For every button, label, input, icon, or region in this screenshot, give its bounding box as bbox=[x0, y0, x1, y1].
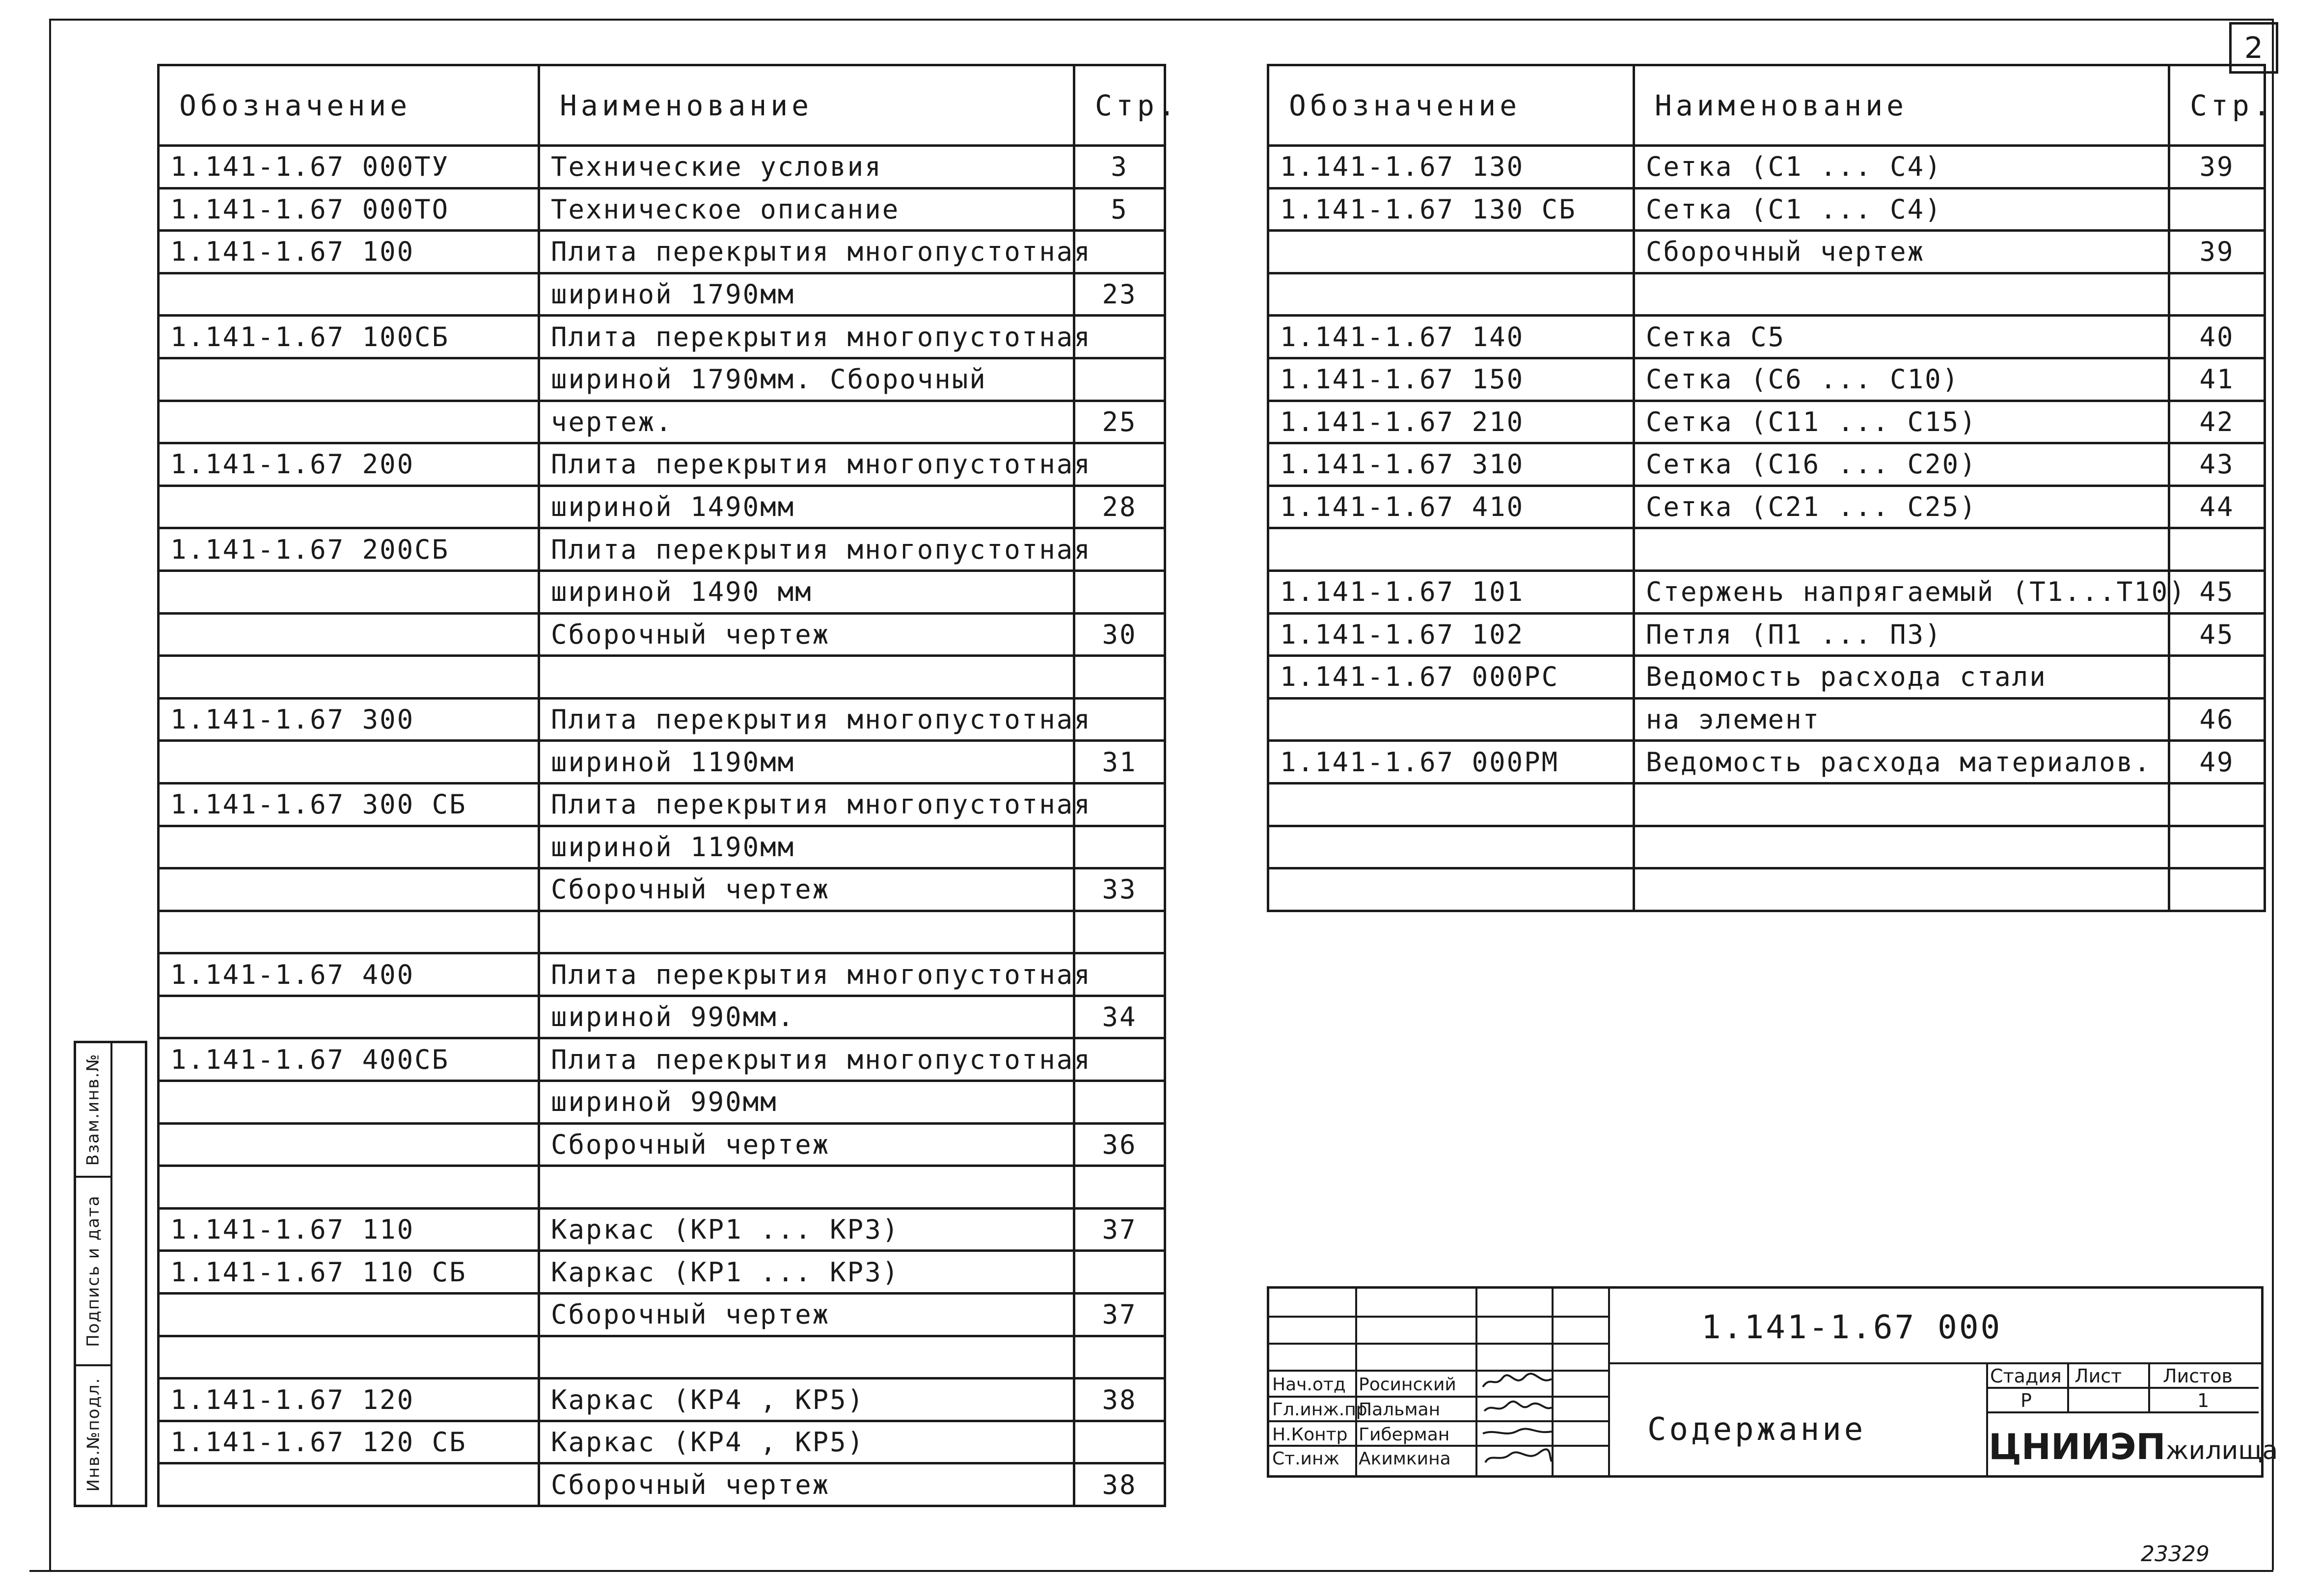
page-cell bbox=[1074, 1166, 1165, 1209]
page-header: Стр. bbox=[1074, 65, 1165, 146]
designation-cell bbox=[159, 656, 539, 699]
table-row bbox=[159, 358, 1165, 401]
frame-left-line bbox=[49, 19, 51, 1570]
name-cell: Плита перекрытия многопустотная bbox=[539, 953, 1074, 996]
designation-cell bbox=[1268, 273, 1634, 316]
name-cell bbox=[1634, 868, 2169, 911]
signature-grid bbox=[1269, 1289, 1608, 1475]
designation-cell: 1.141-1.67 000РС bbox=[1268, 656, 1634, 699]
name-cell: Каркас (КР1 ... КР3) bbox=[539, 1208, 1074, 1251]
designation-cell: 1.141-1.67 120 СБ bbox=[159, 1421, 539, 1463]
page-cell bbox=[2169, 656, 2265, 699]
sheets-value: 1 bbox=[2197, 1390, 2210, 1411]
name-cell: шириной 1490мм bbox=[539, 486, 1074, 528]
name-cell: шириной 1790мм bbox=[539, 273, 1074, 316]
name-cell: Плита перекрытия многопустотная bbox=[539, 443, 1074, 486]
designation-cell: 1.141-1.67 200СБ bbox=[159, 528, 539, 571]
name-cell: Техническое описание bbox=[539, 188, 1074, 231]
page-cell bbox=[1074, 826, 1165, 868]
designation-cell: 1.141-1.67 150 bbox=[1268, 358, 1634, 401]
designation-cell: 1.141-1.67 300 bbox=[159, 698, 539, 741]
page-cell: 3 bbox=[1074, 146, 1165, 189]
table-header-row bbox=[159, 65, 1165, 146]
organization: ЦНИИЭПжилища bbox=[1989, 1426, 2278, 1467]
name-cell: Петля (П1 ... П3) bbox=[1634, 613, 2169, 656]
designation-cell: 1.141-1.67 130 СБ bbox=[1268, 188, 1634, 231]
designation-cell: 1.141-1.67 100СБ bbox=[159, 316, 539, 358]
role-label: Нач.отд bbox=[1272, 1375, 1346, 1395]
name-cell: Плита перекрытия многопустотная bbox=[539, 528, 1074, 571]
frame-bottom-line bbox=[29, 1570, 2273, 1572]
name-cell: Плита перекрытия многопустотная bbox=[539, 698, 1074, 741]
sheets-label: Листов bbox=[2163, 1365, 2233, 1387]
page-cell: 40 bbox=[2169, 316, 2265, 358]
sidebar-divider bbox=[110, 1043, 112, 1505]
page-cell bbox=[1074, 656, 1165, 699]
page-cell: 45 bbox=[2169, 613, 2265, 656]
name-cell: Сетка (С21 ... С25) bbox=[1634, 486, 2169, 528]
name-cell bbox=[1634, 528, 2169, 571]
name-cell: Сборочный чертеж bbox=[1634, 231, 2169, 273]
designation-cell: 1.141-1.67 100 bbox=[159, 231, 539, 273]
designation-cell bbox=[159, 741, 539, 784]
signature-icon bbox=[1480, 1373, 1554, 1391]
page-cell: 38 bbox=[1074, 1379, 1165, 1421]
name-header: Наименование bbox=[539, 65, 1074, 146]
signer-name: Пальман bbox=[1359, 1400, 1441, 1420]
signature-icon bbox=[1480, 1399, 1554, 1416]
name-cell: Сетка (С16 ... С20) bbox=[1634, 443, 2169, 486]
signer-name: Акимкина bbox=[1359, 1449, 1451, 1469]
table-row bbox=[159, 1336, 1165, 1379]
name-cell: шириной 1490 мм bbox=[539, 570, 1074, 613]
page-cell bbox=[1074, 358, 1165, 401]
page-cell bbox=[2169, 826, 2265, 868]
sidebar-vzam-inv: Взам.инв.№ bbox=[76, 1043, 110, 1178]
table-row bbox=[159, 1251, 1165, 1294]
table-row bbox=[1268, 698, 2265, 741]
designation-cell bbox=[159, 613, 539, 656]
page-cell bbox=[1074, 1081, 1165, 1124]
sheet-label: Лист bbox=[2074, 1365, 2122, 1387]
designation-cell bbox=[159, 1081, 539, 1124]
designation-cell bbox=[159, 1294, 539, 1336]
name-cell: Каркас (КР4 , КР5) bbox=[539, 1379, 1074, 1421]
designation-cell bbox=[1268, 826, 1634, 868]
name-cell: Плита перекрытия многопустотная bbox=[539, 783, 1074, 826]
page-cell: 31 bbox=[1074, 741, 1165, 784]
name-cell: на элемент bbox=[1634, 698, 2169, 741]
name-cell: шириной 1190мм bbox=[539, 826, 1074, 868]
name-cell: чертеж. bbox=[539, 401, 1074, 443]
role-label: Н.Контр bbox=[1272, 1425, 1348, 1445]
page-cell: 28 bbox=[1074, 486, 1165, 528]
table-row bbox=[1268, 316, 2265, 358]
name-cell bbox=[539, 1336, 1074, 1379]
table-row bbox=[1268, 868, 2265, 911]
page-cell: 43 bbox=[2169, 443, 2265, 486]
frame-top-line bbox=[49, 19, 2273, 21]
name-cell: Плита перекрытия многопустотная bbox=[539, 316, 1074, 358]
table-row bbox=[1268, 231, 2265, 273]
table-row bbox=[159, 146, 1165, 189]
table-row bbox=[1268, 613, 2265, 656]
sheet-number: 2 bbox=[2229, 22, 2278, 74]
table-row bbox=[1268, 741, 2265, 784]
designation-cell: 1.141-1.67 200 bbox=[159, 443, 539, 486]
designation-cell bbox=[159, 486, 539, 528]
table-row bbox=[1268, 570, 2265, 613]
contents-table-right bbox=[1267, 64, 2274, 912]
name-cell: Сетка С5 bbox=[1634, 316, 2169, 358]
table-row bbox=[1268, 528, 2265, 571]
signature-icon bbox=[1480, 1448, 1554, 1465]
page-cell bbox=[2169, 868, 2265, 911]
stage-value: Р bbox=[2020, 1390, 2032, 1411]
table-row bbox=[159, 401, 1165, 443]
designation-cell: 1.141-1.67 400 bbox=[159, 953, 539, 996]
page-header: Стр. bbox=[2169, 65, 2265, 146]
table-row bbox=[159, 1421, 1165, 1463]
page-cell bbox=[2169, 273, 2265, 316]
page-cell bbox=[1074, 1421, 1165, 1463]
table-row bbox=[159, 1123, 1165, 1166]
page-cell bbox=[1074, 1336, 1165, 1379]
table-row bbox=[1268, 443, 2265, 486]
table-row bbox=[159, 741, 1165, 784]
designation-cell bbox=[1268, 868, 1634, 911]
designation-cell: 1.141-1.67 120 bbox=[159, 1379, 539, 1421]
name-cell bbox=[539, 911, 1074, 953]
name-cell: Сетка (С1 ... С4) bbox=[1634, 188, 2169, 231]
designation-cell: 1.141-1.67 110 СБ bbox=[159, 1251, 539, 1294]
name-cell bbox=[1634, 826, 2169, 868]
page-cell bbox=[2169, 188, 2265, 231]
table-row bbox=[1268, 358, 2265, 401]
designation-cell bbox=[159, 1463, 539, 1506]
name-cell: Ведомость расхода материалов. bbox=[1634, 741, 2169, 784]
name-cell: Сборочный чертеж bbox=[539, 613, 1074, 656]
role-label: Гл.инж.пр bbox=[1272, 1400, 1367, 1420]
designation-cell: 1.141-1.67 210 bbox=[1268, 401, 1634, 443]
name-cell: шириной 990мм. bbox=[539, 996, 1074, 1038]
table-row bbox=[159, 656, 1165, 699]
designation-cell bbox=[1268, 698, 1634, 741]
page-cell: 5 bbox=[1074, 188, 1165, 231]
page-cell: 34 bbox=[1074, 996, 1165, 1038]
table-row bbox=[1268, 783, 2265, 826]
name-cell bbox=[539, 656, 1074, 699]
table-row bbox=[159, 783, 1165, 826]
page-cell: 37 bbox=[1074, 1208, 1165, 1251]
name-header: Наименование bbox=[1634, 65, 2169, 146]
title-block bbox=[1267, 1286, 2278, 1478]
table-row bbox=[1268, 146, 2265, 189]
name-cell: Стержень напрягаемый (Т1...Т10) bbox=[1634, 570, 2169, 613]
name-cell: Каркас (КР1 ... КР3) bbox=[539, 1251, 1074, 1294]
table-row bbox=[1268, 826, 2265, 868]
page-cell: 39 bbox=[2169, 231, 2265, 273]
designation-cell: 1.141-1.67 400СБ bbox=[159, 1038, 539, 1081]
table-row bbox=[159, 1208, 1165, 1251]
sidebar-podpis-data: Подпись и дата bbox=[76, 1178, 110, 1366]
designation-cell bbox=[159, 868, 539, 911]
designation-header: Обозначение bbox=[1268, 65, 1634, 146]
table-row bbox=[159, 570, 1165, 613]
designation-cell bbox=[159, 273, 539, 316]
designation-cell: 1.141-1.67 140 bbox=[1268, 316, 1634, 358]
table-row bbox=[159, 826, 1165, 868]
name-cell: Технические условия bbox=[539, 146, 1074, 189]
table-header-row bbox=[1268, 65, 2265, 146]
table-row bbox=[159, 316, 1165, 358]
designation-cell bbox=[159, 1123, 539, 1166]
designation-cell bbox=[159, 996, 539, 1038]
name-cell bbox=[1634, 273, 2169, 316]
designation-cell bbox=[1268, 783, 1634, 826]
name-cell bbox=[539, 1166, 1074, 1209]
name-cell: Сетка (С11 ... С15) bbox=[1634, 401, 2169, 443]
designation-cell: 1.141-1.67 101 bbox=[1268, 570, 1634, 613]
name-cell: шириной 1790мм. Сборочный bbox=[539, 358, 1074, 401]
page-cell bbox=[1074, 570, 1165, 613]
document-title: Содержание bbox=[1647, 1411, 1866, 1448]
page-cell: 23 bbox=[1074, 273, 1165, 316]
signer-name: Росинский bbox=[1359, 1375, 1456, 1395]
name-cell: Плита перекрытия многопустотная bbox=[539, 1038, 1074, 1081]
name-cell: шириной 990мм bbox=[539, 1081, 1074, 1124]
name-cell: шириной 1190мм bbox=[539, 741, 1074, 784]
table-row bbox=[159, 273, 1165, 316]
table-row bbox=[159, 1166, 1165, 1209]
designation-cell bbox=[1268, 528, 1634, 571]
name-cell: Сборочный чертеж bbox=[539, 1294, 1074, 1336]
page-cell: 37 bbox=[1074, 1294, 1165, 1336]
page-cell: 25 bbox=[1074, 401, 1165, 443]
table-row bbox=[159, 868, 1165, 911]
table-row bbox=[159, 1038, 1165, 1081]
name-cell: Сетка (С1 ... С4) bbox=[1634, 146, 2169, 189]
designation-cell bbox=[159, 1336, 539, 1379]
designation-cell: 1.141-1.67 300 СБ bbox=[159, 783, 539, 826]
name-cell: Каркас (КР4 , КР5) bbox=[539, 1421, 1074, 1463]
table-row bbox=[1268, 656, 2265, 699]
name-cell: Ведомость расхода стали bbox=[1634, 656, 2169, 699]
designation-cell: 1.141-1.67 102 bbox=[1268, 613, 1634, 656]
designation-header: Обозначение bbox=[159, 65, 539, 146]
table-row bbox=[159, 1081, 1165, 1124]
name-cell: Сборочный чертеж bbox=[539, 1463, 1074, 1506]
designation-cell bbox=[159, 911, 539, 953]
role-label: Ст.инж bbox=[1272, 1449, 1339, 1469]
designation-cell bbox=[159, 401, 539, 443]
page-cell: 36 bbox=[1074, 1123, 1165, 1166]
sidebar-stamp bbox=[74, 1041, 147, 1507]
designation-cell bbox=[159, 358, 539, 401]
name-cell: Плита перекрытия многопустотная bbox=[539, 231, 1074, 273]
page-cell: 49 bbox=[2169, 741, 2265, 784]
name-cell: Сборочный чертеж bbox=[539, 868, 1074, 911]
page-cell: 42 bbox=[2169, 401, 2265, 443]
table-row bbox=[159, 953, 1165, 996]
table-row bbox=[159, 486, 1165, 528]
page-cell: 33 bbox=[1074, 868, 1165, 911]
table-row bbox=[159, 231, 1165, 273]
designation-cell bbox=[1268, 231, 1634, 273]
frame-right-line bbox=[2272, 19, 2274, 1570]
designation-cell: 1.141-1.67 310 bbox=[1268, 443, 1634, 486]
name-cell: Сборочный чертеж bbox=[539, 1123, 1074, 1166]
name-cell: Сетка (С6 ... С10) bbox=[1634, 358, 2169, 401]
contents-table-left bbox=[157, 64, 1179, 1507]
signer-name: Гиберман bbox=[1359, 1425, 1450, 1445]
page-cell bbox=[1074, 911, 1165, 953]
document-code: 1.141-1.67 000 bbox=[1701, 1308, 2002, 1346]
signature-icon bbox=[1480, 1424, 1554, 1441]
designation-cell bbox=[159, 826, 539, 868]
table-row bbox=[159, 528, 1165, 571]
designation-cell: 1.141-1.67 000РМ bbox=[1268, 741, 1634, 784]
stage-label: Стадия bbox=[1990, 1365, 2062, 1387]
designation-cell: 1.141-1.67 130 bbox=[1268, 146, 1634, 189]
table-row bbox=[159, 911, 1165, 953]
designation-cell: 1.141-1.67 000ТУ bbox=[159, 146, 539, 189]
table-row bbox=[1268, 273, 2265, 316]
page-cell: 45 bbox=[2169, 570, 2265, 613]
table-row bbox=[159, 1294, 1165, 1336]
page-cell: 38 bbox=[1074, 1463, 1165, 1506]
designation-cell: 1.141-1.67 110 bbox=[159, 1208, 539, 1251]
designation-cell: 1.141-1.67 410 bbox=[1268, 486, 1634, 528]
page-cell bbox=[1074, 1251, 1165, 1294]
table-row bbox=[159, 996, 1165, 1038]
table-row bbox=[159, 1379, 1165, 1421]
table-row bbox=[1268, 486, 2265, 528]
sidebar-inv-podl: Инв.№подл. bbox=[83, 1377, 104, 1492]
page-cell: 46 bbox=[2169, 698, 2265, 741]
page-cell: 30 bbox=[1074, 613, 1165, 656]
page-cell bbox=[2169, 528, 2265, 571]
designation-cell bbox=[159, 1166, 539, 1209]
table-row bbox=[159, 698, 1165, 741]
table-row bbox=[1268, 401, 2265, 443]
archive-number: 23329 bbox=[2141, 1542, 2210, 1567]
name-cell bbox=[1634, 783, 2169, 826]
table-row bbox=[159, 613, 1165, 656]
designation-cell bbox=[159, 570, 539, 613]
page-cell: 41 bbox=[2169, 358, 2265, 401]
designation-cell: 1.141-1.67 000ТО bbox=[159, 188, 539, 231]
page-cell bbox=[2169, 783, 2265, 826]
table-row bbox=[159, 1463, 1165, 1506]
table-row bbox=[1268, 188, 2265, 231]
table-row bbox=[159, 443, 1165, 486]
table-row bbox=[159, 188, 1165, 231]
page-cell: 39 bbox=[2169, 146, 2265, 189]
page-cell: 44 bbox=[2169, 486, 2265, 528]
